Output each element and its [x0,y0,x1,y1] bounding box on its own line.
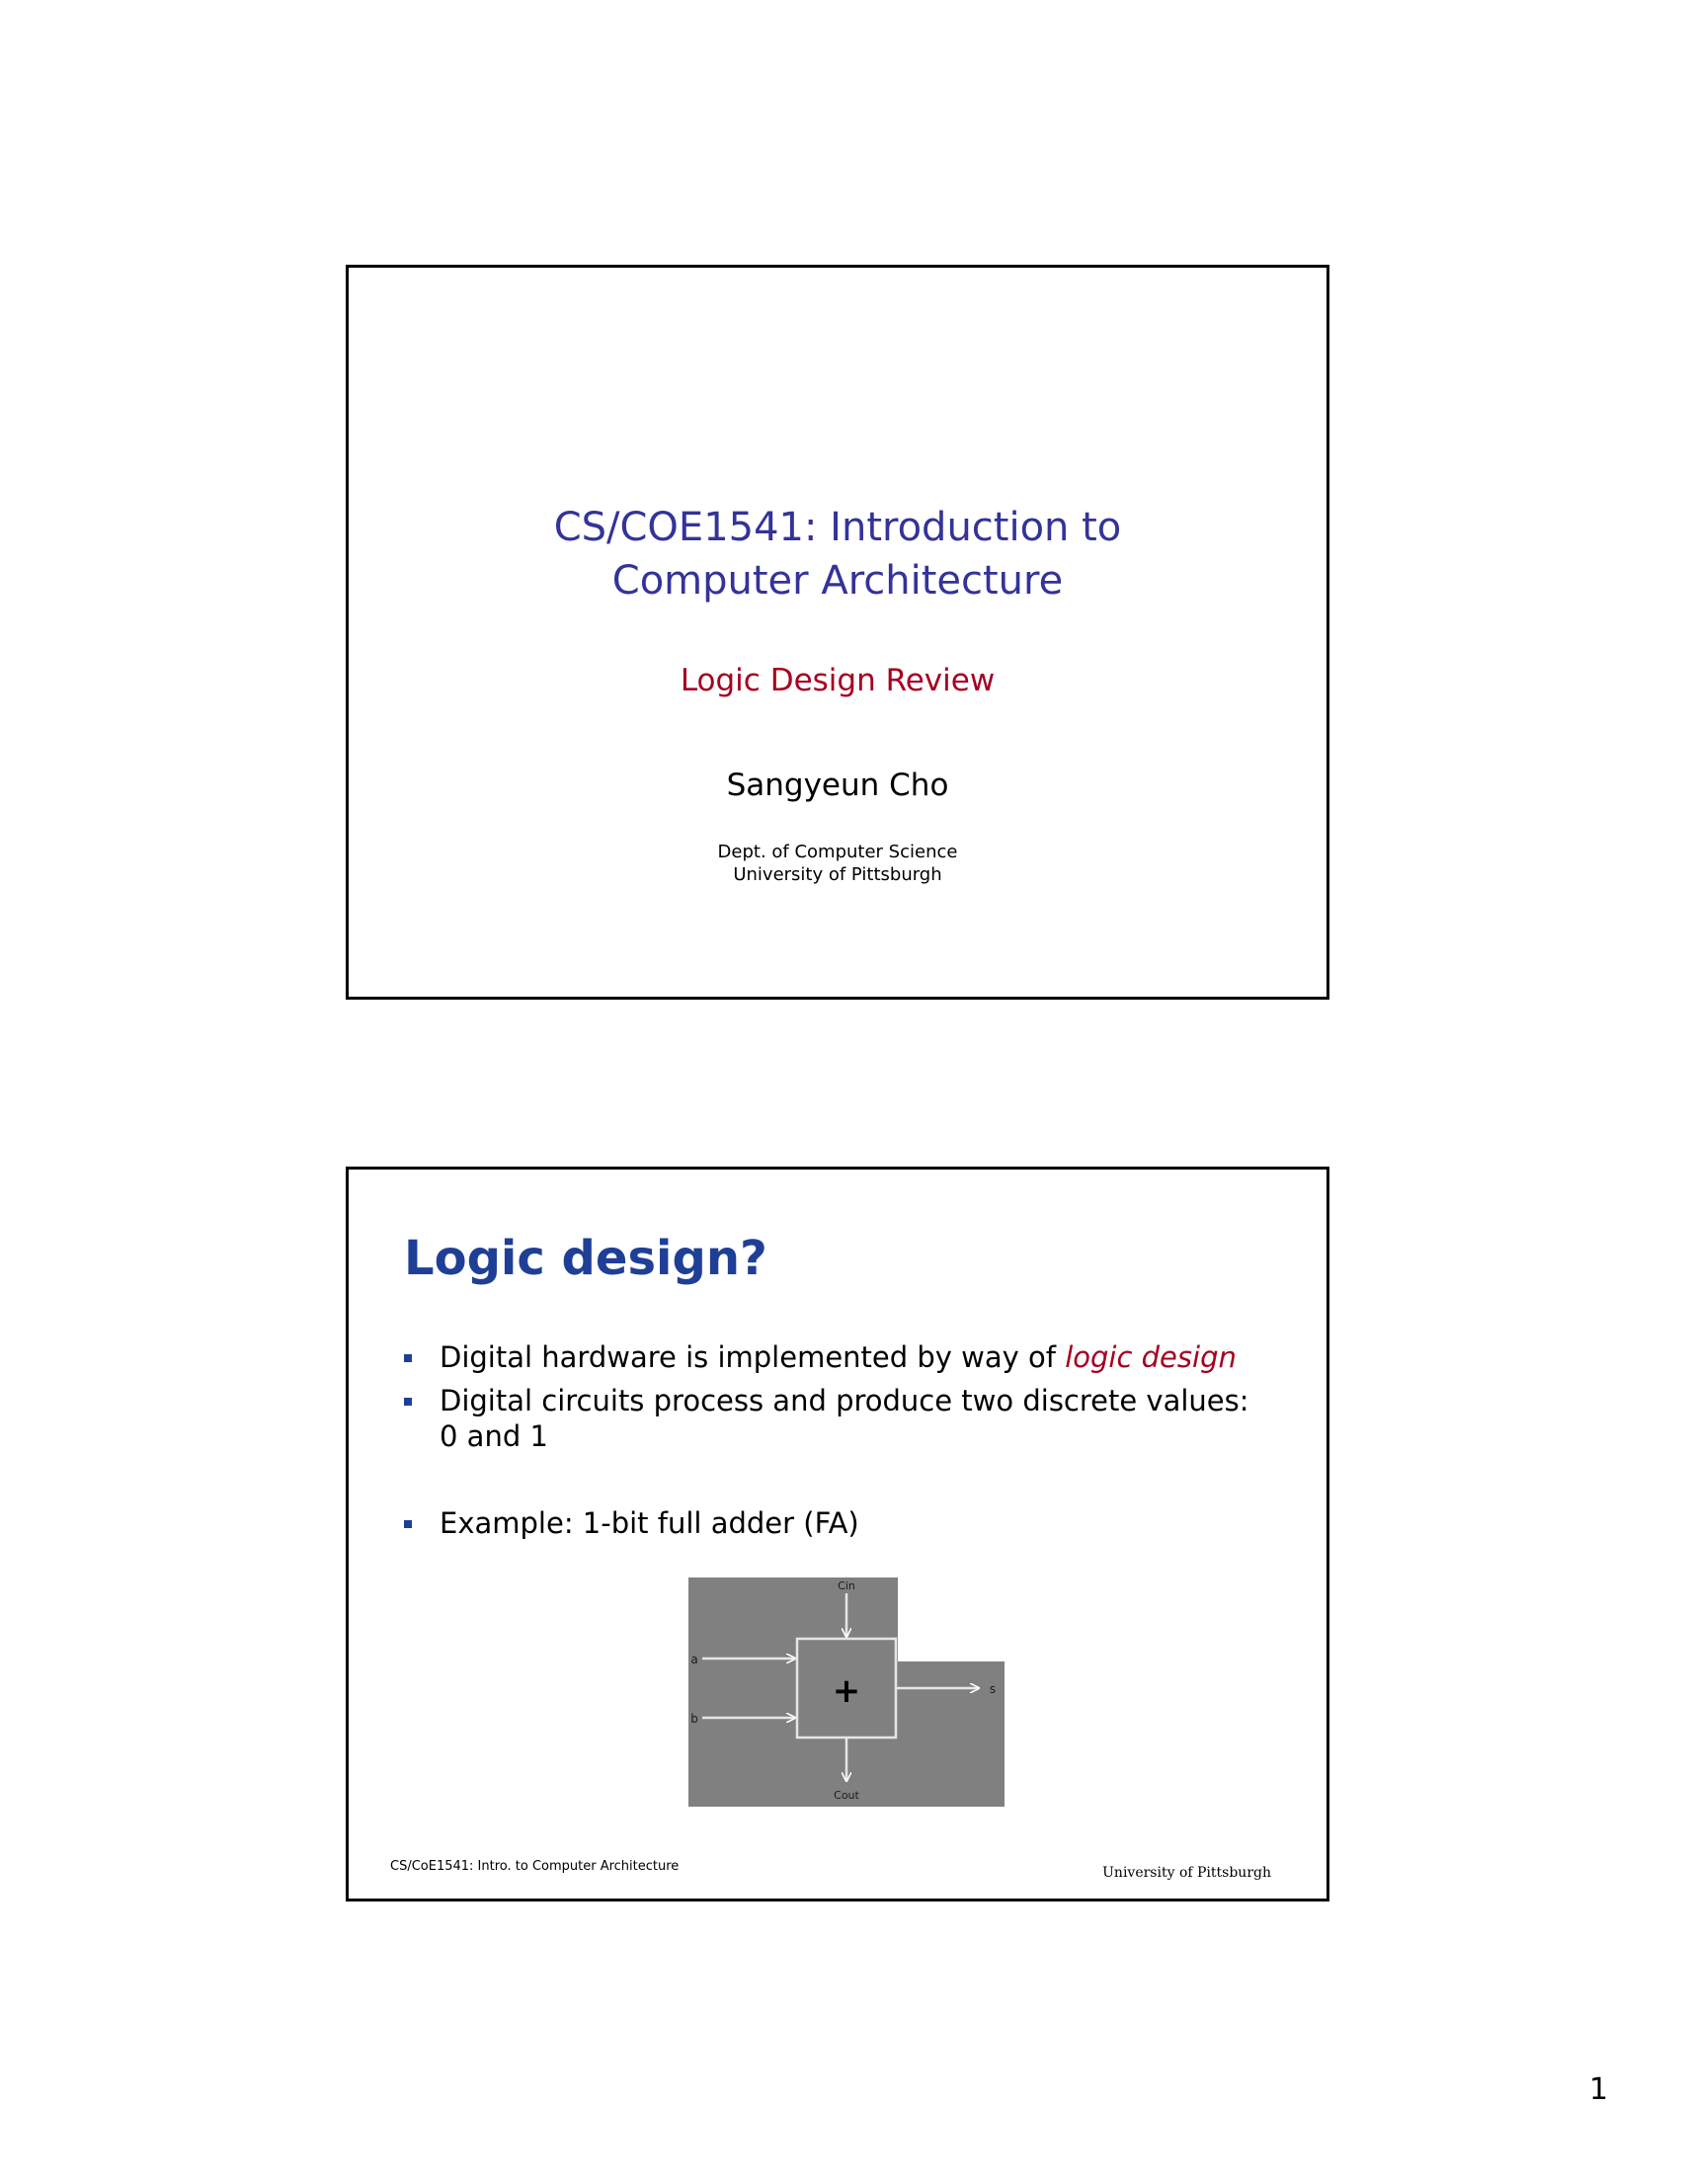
input-b-label: b [690,1712,698,1726]
carry-out-label: Cout [834,1789,859,1802]
bullet-item [404,1505,1253,1541]
input-a-label: a [690,1653,698,1666]
author-name: Sangyeun Cho [726,768,949,803]
bullet-text: Digital circuits process and produce two discrete values: 0 and 1 [440,1384,1249,1453]
bullet-text: Example: 1-bit full adder (FA) [440,1506,859,1540]
page-number: 1 [1589,2072,1609,2107]
carry-in-label: Cin [838,1579,855,1592]
bullet-list [404,1339,1253,1549]
slide-title-line-1: CS/COE1541: Introduction to [553,505,1122,550]
title-slide [346,265,1329,1000]
bullet-marker-icon [404,1398,412,1406]
slide-footer-course: CS/CoE1541: Intro. to Computer Architecture [390,1859,680,1874]
sum-output-label: s [989,1682,997,1696]
slide-subtitle: Logic Design Review [680,663,996,698]
department: Dept. of Computer Science [717,842,958,862]
bullet-item [404,1339,1253,1375]
full-adder-diagram [688,1577,1005,1807]
bullet-item [404,1383,1253,1454]
affiliation [349,841,1326,886]
slide-heading: Logic design? [404,1231,767,1286]
university: University of Pittsburgh [733,864,942,885]
content-slide [346,1167,1329,1901]
slide-title-line-2: Computer Architecture [611,558,1064,604]
bullet-emphasis: logic design [1065,1340,1237,1374]
slide-footer-university: University of Pittsburgh [1102,1865,1271,1881]
slide-title [349,501,1326,607]
adder-operator: + [832,1671,861,1711]
bullet-marker-icon [404,1354,412,1362]
bullet-marker-icon [404,1520,412,1528]
bullet-text: Digital hardware is implemented by way of [440,1340,1066,1374]
